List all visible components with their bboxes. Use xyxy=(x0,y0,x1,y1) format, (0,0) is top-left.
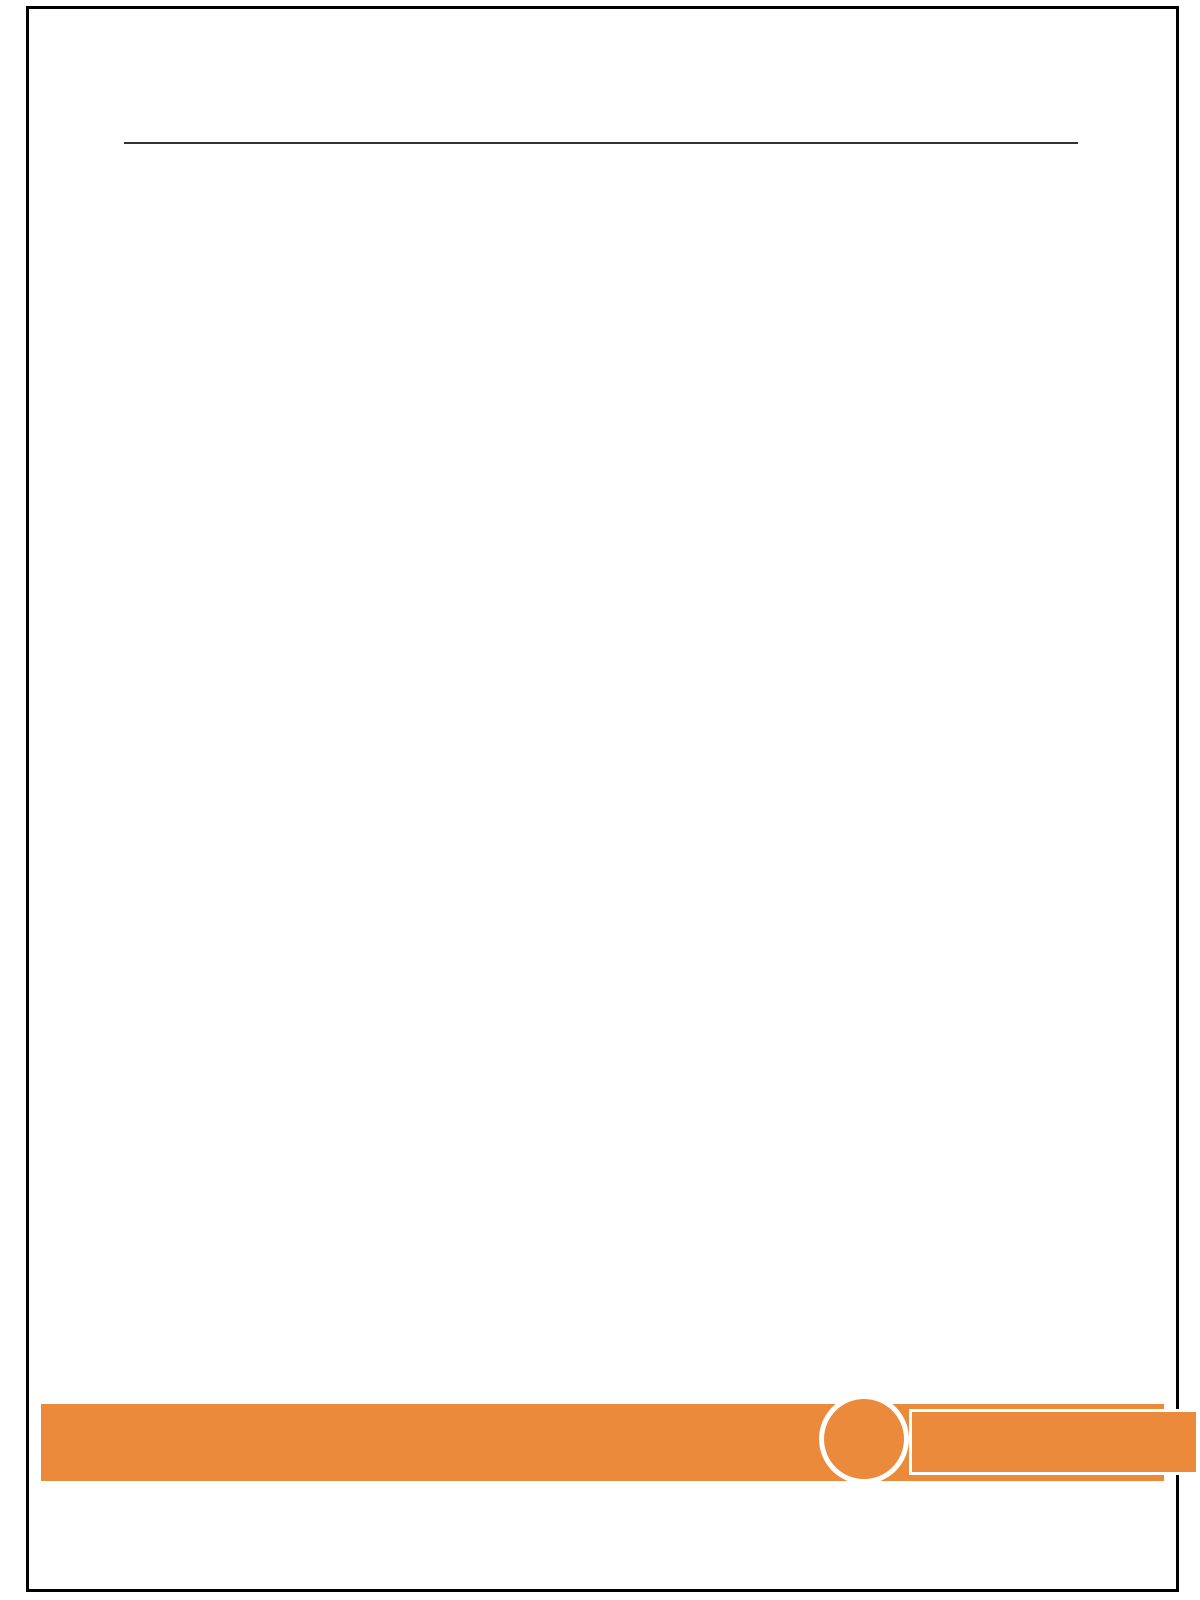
route-line xyxy=(377,285,684,1292)
metro-circle-fill xyxy=(824,1399,904,1479)
brand-logo xyxy=(909,1409,1199,1475)
footer-banner xyxy=(41,1404,1164,1481)
